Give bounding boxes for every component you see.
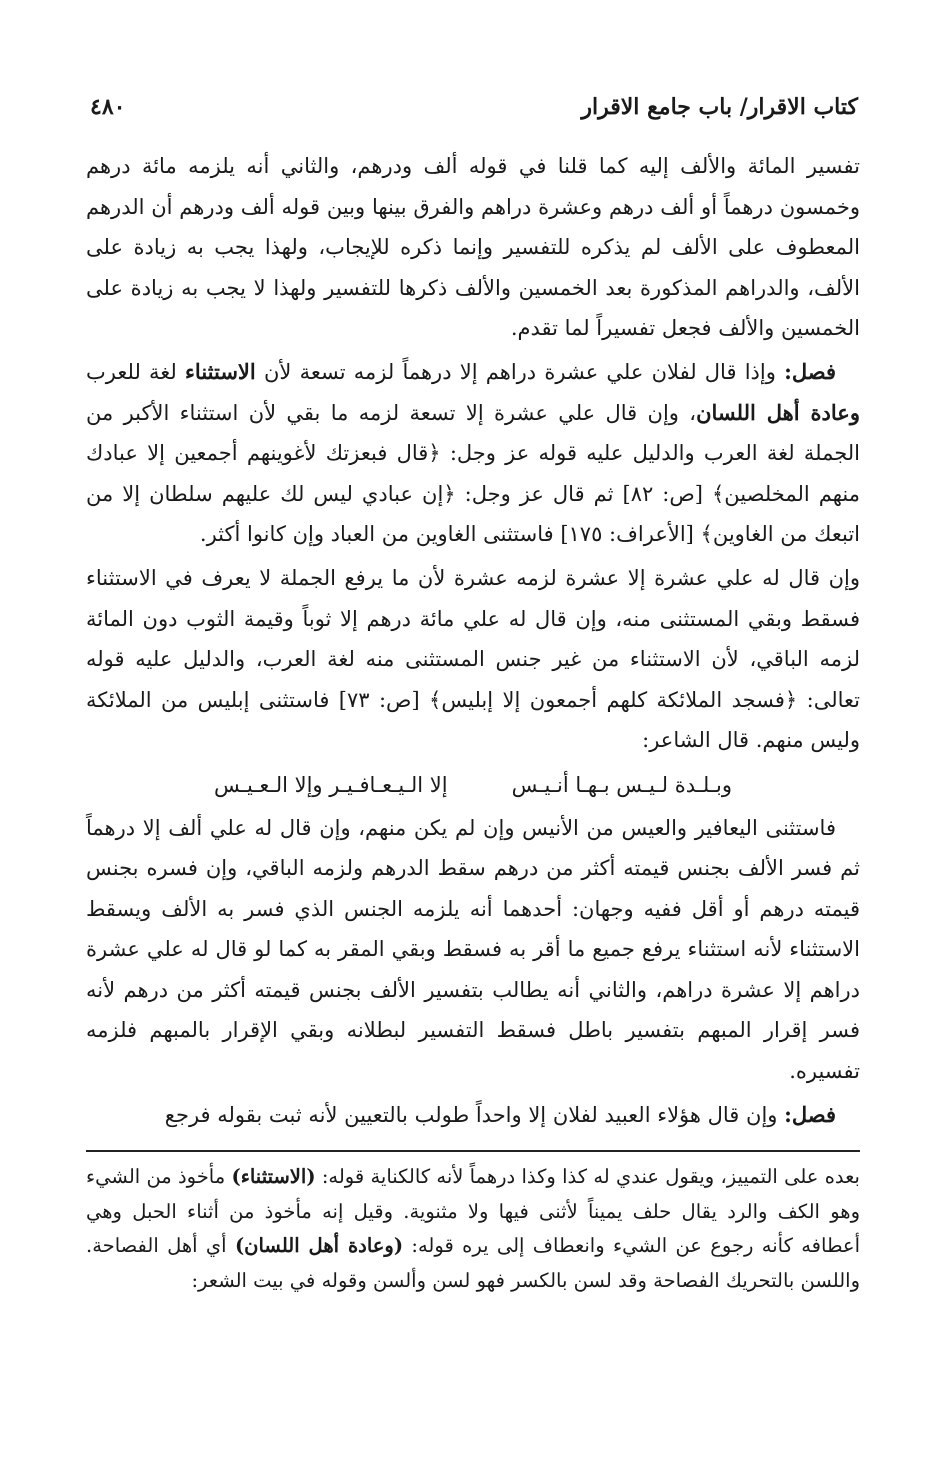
paragraph-1: تفسير المائة والألف إليه كما قلنا في قوله ألف ودرهم، والثاني أنه يلزمه مائة درهم وخمسون درهماً أو ألف درهم وعشرة دراهم والفرق بينها وبين قوله ألف ودرهم أن الدرهم المعطوف على الألف لم يذكره للتفسير وإنما ذكره للإيجاب، ولهذا يجب به زيادة على الألف، والدراهم المذكورة بعد الخمسين والألف ذكرها للتفسير ولهذا لا يجب به زيادة على الخمسين والألف فجعل تفسيراً لما تقدم.	[86, 154, 860, 341]
footnote	[86, 1160, 860, 1298]
paragraph-5-text: وإن قال هؤلاء العبيد لفلان إلا واحداً طولب بالتعيين لأنه ثبت بقوله فرجع	[164, 1102, 785, 1127]
footnote-text-c: مأخوذ من الشيء وهو الكف والرد يقال حلف يميناً لأثنى فيها ولا مثنوية. وقيل إنه مأخوذ من أثناء الحبل وهي أعطافه كأنه رجوع عن الشيء وانعطاف إلى يره قوله:	[86, 1165, 860, 1258]
page-number: ٤٨٠	[90, 94, 126, 120]
footnote-paragraph	[86, 1160, 860, 1298]
poetry-verse	[86, 765, 860, 806]
paragraph-2	[86, 352, 860, 555]
paragraph-2-text-d: ، وإن قال علي عشرة إلا تسعة لزمه ما بقي لأن استثناء الأكبر من الجملة لغة العرب والدليل عليه قوله عز وجل: ﴿قال فبعزتك لأغوينهم أجمعين إلا عبادك منهم المخلصين﴾ [ص: ٨٢] ثم قال عز وجل: ﴿إن عبادي ليس لك عليهم سلطان إلا من اتبعك من الغاوين﴾ [الأعراف: ١٧٥] فاستثنى الغاوين من العباد وإن كانوا أكثر.	[86, 400, 860, 547]
running-header	[90, 84, 858, 130]
footnote-text-a: بعده على التمييز، ويقول عندي له كذا وكذا درهماً لأنه كالكناية قوله:	[315, 1165, 860, 1188]
verse-second-hemistich: إلا الـيـعـافـيـر وإلا الـعـيـس	[214, 772, 448, 797]
footnote-term-adat: (وعادة أهل اللسان)	[234, 1234, 404, 1258]
paragraph-2-text-c: لغة للعرب	[86, 359, 186, 384]
paragraph-5	[86, 1095, 860, 1136]
term-adat-ahl-allisan: وعادة أهل اللسان	[696, 399, 860, 425]
fasl-label: فصل:	[784, 358, 836, 384]
term-istithna: الاستثناء	[185, 358, 256, 384]
paragraph-2-text-a: وإذا قال لفلان علي عشرة دراهم إلا درهماً لزمه تسعة لأن	[255, 359, 785, 384]
verse-first-hemistich: وبـلـدة لـيـس بـهـا أنـيـس	[511, 772, 732, 797]
paragraph-4: فاستثنى اليعافير والعيس من الأنيس وإن لم يكن منهم، وإن قال له علي ألف إلا درهماً ثم فسر الألف بجنس قيمته أكثر من درهم سقط الدرهم ولزمه الباقي، وإن فسره بجنس قيمته درهم أو أقل ففيه وجهان: أحدهما أنه يلزمه الجنس الذي فسر به الألف ويسقط الاستثناء لأنه استثناء يرفع جميع ما أقر به فسقط وبقي المقر به كما لو قال له علي عشرة دراهم إلا عشرة دراهم، والثاني أنه يطالب بتفسير الألف بجنس قيمته أكثر من درهم لأنه فسر إقرار المبهم بتفسير باطل فسقط التفسير لبطلانه وبقي الإقرار بالمبهم فلزمه تفسيره.	[86, 815, 860, 1084]
footnote-term-istithna: (الاستثناء)	[231, 1165, 316, 1188]
footnote-divider	[86, 1150, 860, 1152]
fasl-label-2: فصل:	[784, 1101, 836, 1127]
paragraph-3: وإن قال له علي عشرة إلا عشرة لزمه عشرة لأن ما يرفع الجملة لا يعرف في الاستثناء فسقط وبقي المستثنى منه، وإن قال له علي مائة درهم إلا ثوباً وقيمة الثوب دون المائة لزمه الباقي، لأن الاستثناء من غير جنس المستثنى منه لغة العرب، والدليل عليه قوله تعالى: ﴿فسجد الملائكة كلهم أجمعون إلا إبليس﴾ [ص: ٧٣] فاستثنى إبليس من الملائكة وليس منهم. قال الشاعر:	[86, 565, 860, 753]
main-text	[86, 146, 860, 1138]
header-title: كتاب الاقرار/ باب جامع الاقرار	[581, 94, 858, 120]
footnote-text-d: أي أهل الفصاحة. واللسن بالتحريك الفصاحة وقد لسن بالكسر فهو لسن وألسن وقوله في بيت الشعر:	[86, 1234, 860, 1292]
